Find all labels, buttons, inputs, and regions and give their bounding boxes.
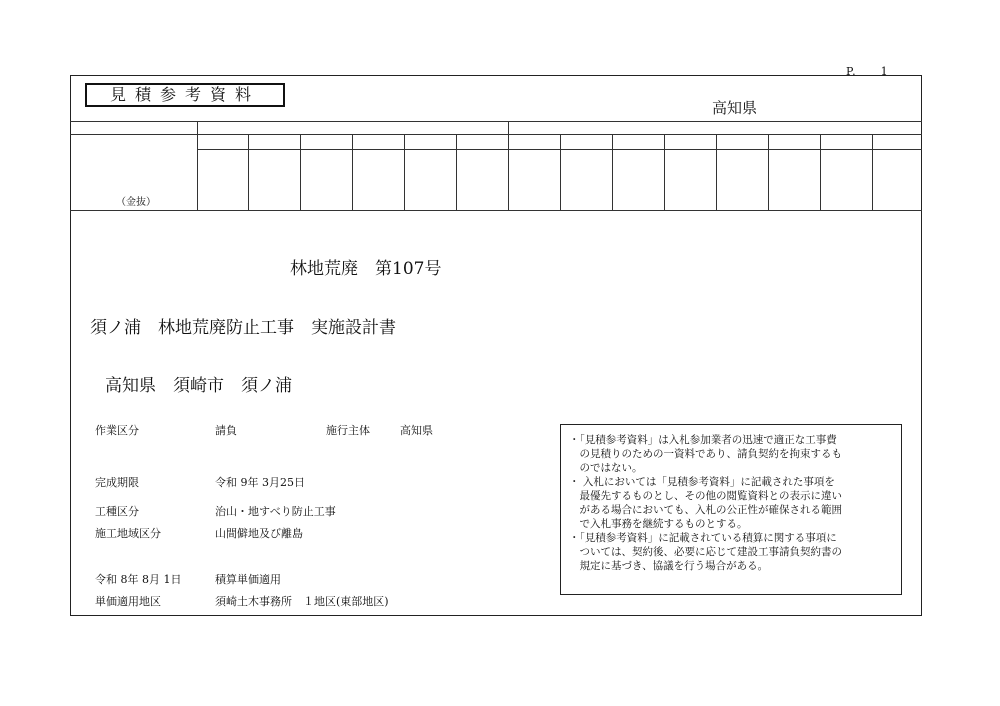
unit-area-label: 単価適用地区 [95,595,161,608]
note-line: ついては、契約後、必要に応じて建設工事請負契約書の [569,546,842,558]
work-type-value: 治山・地すべり防止工事 [215,505,336,518]
header-prefecture: 高知県 [712,99,758,117]
project-number: 林地荒廃 第107号 [290,259,442,279]
price-date-label: 令和 8年 8月 1日 [95,573,182,586]
page-number: P. 1 [846,65,889,78]
completion-value: 令和 9年 3月25日 [215,476,305,489]
tax-excluded-label: （金抜） [116,197,156,208]
work-type-label: 工種区分 [95,505,139,518]
note-line: ・ 入札においては「見積参考資料」に記載された事項を [569,476,835,488]
notes-box [560,424,902,595]
note-line: で入札事務を継続するものとする。 [569,518,748,530]
work-category-label: 作業区分 [95,424,139,437]
executor-label: 施行主体 [326,424,370,437]
completion-label: 完成期限 [95,476,139,489]
note-line: のではない。 [569,462,643,474]
note-line: の見積りのための一資料であり、請負契約を拘束するも [569,448,842,460]
note-line: がある場合においても、入札の公正性が確保される範囲 [569,504,842,516]
document-title: 見積参考資料 [85,83,285,107]
executor-value: 高知県 [400,424,433,437]
note-line: 規定に基づき、協議を行う場合がある。 [569,560,769,572]
work-category-value: 請負 [215,424,237,437]
note-line: ・「見積参考資料」に記載されている積算に関する事項に [569,532,837,544]
price-date-value: 積算単価適用 [215,573,281,586]
unit-area-value: 須崎土木事務所 １地区(東部地区) [215,595,389,608]
note-line: ・「見積参考資料」は入札参加業者の迅速で適正な工事費 [569,434,837,446]
area-value: 山間僻地及び離島 [215,527,303,540]
note-line: 最優先するものとし、その他の閲覧資料との表示に違い [569,490,842,502]
project-name: 須ノ浦 林地荒廃防止工事 実施設計書 [90,318,396,338]
project-location: 高知県 須崎市 須ノ浦 [105,376,292,396]
area-label: 施工地域区分 [95,527,161,540]
